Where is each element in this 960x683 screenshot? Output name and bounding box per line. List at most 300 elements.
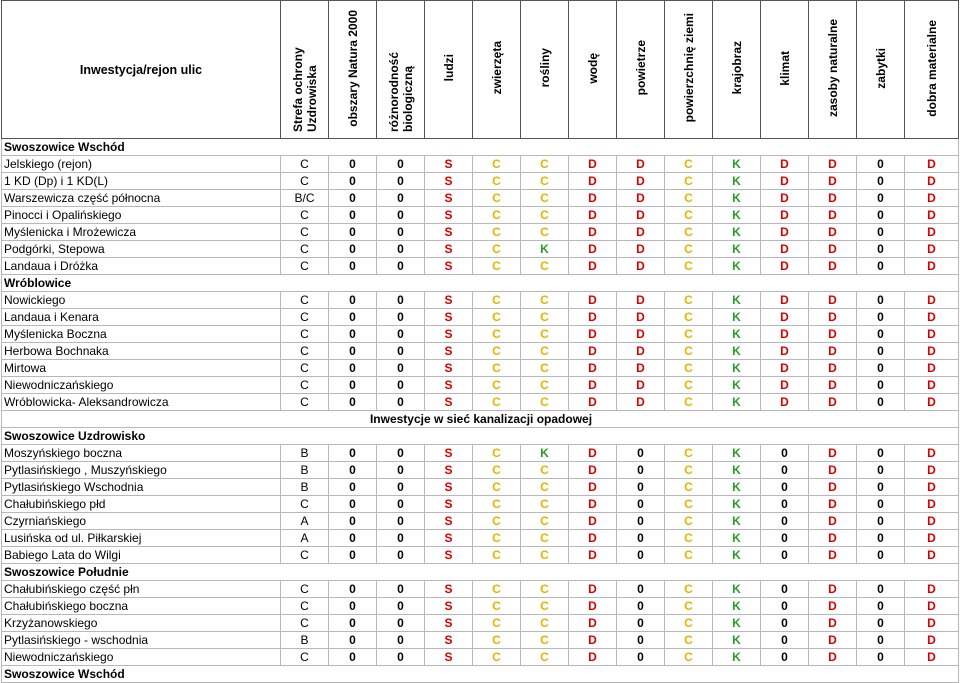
zone-cell: C [281,207,329,224]
impact-cell: 0 [617,547,665,564]
impact-cell: C [665,343,713,360]
zone-cell: C [281,615,329,632]
row-name: Pinocci i Opalińskiego [2,207,281,224]
header-row [2,1,959,139]
impact-cell: D [905,343,959,360]
impact-cell: 0 [761,615,809,632]
row-name: Pytlasińskiego , Muszyńskiego [2,462,281,479]
impact-cell: 0 [857,343,905,360]
impact-cell: 0 [617,598,665,615]
impact-cell: 0 [329,513,377,530]
impact-cell: D [809,615,857,632]
impact-cell: D [809,343,857,360]
impact-cell: C [665,615,713,632]
table-row [2,496,959,513]
header-col [761,1,809,139]
impact-cell: S [425,462,473,479]
impact-cell: 0 [857,190,905,207]
row-name: Lusińska od ul. Piłkarskiej [2,530,281,547]
impact-cell: 0 [761,547,809,564]
row-name: 1 KD (Dp) i 1 KD(L) [2,173,281,190]
impact-cell: D [905,598,959,615]
zone-cell: C [281,258,329,275]
row-name: Czyrniańskiego [2,513,281,530]
impact-cell: K [713,581,761,598]
impact-cell: 0 [329,530,377,547]
impact-cell: 0 [857,513,905,530]
zone-cell: C [281,598,329,615]
group-title: Swoszowice Uzdrowisko [2,428,959,445]
impact-cell: D [905,445,959,462]
table-row [2,343,959,360]
impact-cell: 0 [857,377,905,394]
impact-cell: K [713,258,761,275]
impact-cell: 0 [857,292,905,309]
impact-cell: 0 [329,326,377,343]
header-col [905,1,959,139]
impact-cell: S [425,156,473,173]
impact-cell: 0 [329,445,377,462]
impact-table [1,0,959,683]
header-col-label: obszary Natura 2000 [345,9,360,127]
impact-cell: 0 [377,530,425,547]
impact-cell: D [569,530,617,547]
impact-cell: S [425,496,473,513]
impact-cell: 0 [857,462,905,479]
table-row [2,394,959,411]
impact-cell: C [665,377,713,394]
impact-cell: D [569,241,617,258]
impact-cell: D [761,156,809,173]
impact-cell: 0 [857,309,905,326]
impact-cell: D [905,207,959,224]
group-title: Swoszowice Wschód [2,139,959,156]
row-name: Landaua i Kenara [2,309,281,326]
impact-cell: C [665,513,713,530]
impact-cell: 0 [377,513,425,530]
impact-cell: S [425,309,473,326]
impact-cell: C [521,479,569,496]
zone-cell: C [281,173,329,190]
impact-cell: K [521,241,569,258]
impact-cell: D [905,513,959,530]
impact-cell: K [713,377,761,394]
impact-cell: C [473,394,521,411]
impact-cell: 0 [617,513,665,530]
impact-cell: 0 [377,258,425,275]
impact-cell: C [521,207,569,224]
table-row [2,513,959,530]
impact-cell: D [809,156,857,173]
impact-cell: 0 [329,598,377,615]
impact-cell: C [473,343,521,360]
impact-cell: 0 [617,632,665,649]
impact-cell: D [905,615,959,632]
impact-cell: D [569,190,617,207]
zone-cell: C [281,343,329,360]
impact-cell: C [473,224,521,241]
table-row [2,258,959,275]
impact-cell: 0 [329,649,377,666]
impact-cell: D [617,241,665,258]
impact-cell: K [713,547,761,564]
impact-cell: 0 [857,258,905,275]
impact-cell: D [809,241,857,258]
row-name: Mirtowa [2,360,281,377]
impact-cell: 0 [617,479,665,496]
header-col-label: zabytki [873,47,888,89]
impact-cell: D [569,632,617,649]
impact-cell: K [713,190,761,207]
impact-cell: C [473,649,521,666]
impact-cell: C [665,173,713,190]
impact-cell: 0 [377,326,425,343]
impact-cell: C [473,326,521,343]
impact-cell: K [713,173,761,190]
zone-cell: C [281,649,329,666]
impact-cell: K [521,445,569,462]
impact-cell: C [665,581,713,598]
group-title: Swoszowice Południe [2,564,959,581]
zone-cell: C [281,360,329,377]
impact-cell: S [425,292,473,309]
impact-cell: D [905,547,959,564]
impact-cell: K [713,649,761,666]
impact-cell: D [809,581,857,598]
header-col-label: Strefa ochrony Uzdrowiska [290,47,319,132]
row-name: Landaua i Dróżka [2,258,281,275]
table-row [2,190,959,207]
impact-cell: 0 [377,309,425,326]
header-col [521,1,569,139]
impact-cell: K [713,241,761,258]
impact-cell: D [809,445,857,462]
header-col [377,1,425,139]
impact-cell: 0 [329,479,377,496]
impact-cell: 0 [329,360,377,377]
impact-cell: D [569,377,617,394]
impact-cell: D [761,241,809,258]
impact-cell: 0 [377,360,425,377]
impact-cell: D [617,394,665,411]
header-col-label: wodę [585,52,600,84]
impact-cell: 0 [857,224,905,241]
group-row [2,139,959,156]
impact-cell: D [905,292,959,309]
header-col [665,1,713,139]
impact-cell: S [425,394,473,411]
impact-cell: D [809,173,857,190]
impact-cell: D [761,394,809,411]
impact-cell: S [425,479,473,496]
impact-cell: 0 [857,649,905,666]
impact-cell: K [713,394,761,411]
impact-cell: S [425,241,473,258]
impact-cell: C [665,156,713,173]
impact-cell: D [809,462,857,479]
impact-cell: D [905,326,959,343]
row-name: Niewodniczańskiego [2,377,281,394]
impact-cell: C [521,190,569,207]
row-name: Herbowa Bochnaka [2,343,281,360]
impact-cell: D [809,479,857,496]
table-row [2,615,959,632]
impact-cell: 0 [377,581,425,598]
header-col-label: powierzchnię ziemi [681,13,696,123]
header-col-label: klimat [777,50,792,86]
impact-cell: 0 [377,547,425,564]
zone-cell: B [281,462,329,479]
impact-cell: 0 [377,292,425,309]
group-title: Wróblowice [2,275,959,292]
impact-cell: D [809,326,857,343]
impact-cell: D [617,173,665,190]
impact-cell: 0 [857,479,905,496]
impact-cell: D [569,598,617,615]
impact-cell: K [713,496,761,513]
table-row [2,547,959,564]
row-name: Chałubińskiego część płn [2,581,281,598]
impact-cell: D [809,360,857,377]
zone-cell: C [281,292,329,309]
row-name: Krzyżanowskiego [2,615,281,632]
impact-cell: 0 [857,445,905,462]
table-row [2,649,959,666]
impact-cell: C [521,598,569,615]
impact-cell: C [473,598,521,615]
impact-cell: 0 [377,598,425,615]
impact-cell: C [473,632,521,649]
impact-cell: D [617,309,665,326]
header-col [425,1,473,139]
impact-cell: 0 [377,445,425,462]
impact-cell: 0 [329,581,377,598]
table-row [2,224,959,241]
impact-cell: C [521,615,569,632]
impact-cell: C [521,632,569,649]
impact-cell: D [569,445,617,462]
impact-cell: C [665,190,713,207]
impact-cell: 0 [857,632,905,649]
impact-cell: D [617,377,665,394]
zone-cell: C [281,309,329,326]
impact-cell: C [473,547,521,564]
impact-cell: 0 [329,190,377,207]
header-investment [2,1,281,139]
header-col-label: krajobraz [729,41,744,95]
impact-cell: C [665,241,713,258]
impact-cell: 0 [377,496,425,513]
impact-cell: D [905,479,959,496]
zone-cell: C [281,394,329,411]
impact-cell: K [713,598,761,615]
impact-cell: K [713,343,761,360]
impact-cell: D [809,632,857,649]
impact-cell: S [425,326,473,343]
impact-cell: C [665,462,713,479]
row-name: Wróblowicka- Aleksandrowicza [2,394,281,411]
impact-cell: S [425,258,473,275]
impact-cell: D [569,462,617,479]
impact-cell: C [473,615,521,632]
impact-cell: 0 [857,207,905,224]
impact-cell: C [521,360,569,377]
table-header [2,1,959,139]
impact-cell: S [425,190,473,207]
header-col-label: ludzi [441,54,456,82]
impact-cell: D [905,224,959,241]
impact-cell: D [905,258,959,275]
table-row [2,598,959,615]
row-name: Pytlasińskiego Wschodnia [2,479,281,496]
row-name: Pytlasińskiego - wschodnia [2,632,281,649]
impact-cell: 0 [377,173,425,190]
impact-cell: 0 [377,224,425,241]
impact-cell: S [425,632,473,649]
impact-cell: 0 [761,530,809,547]
impact-cell: C [521,496,569,513]
table-row [2,632,959,649]
impact-cell: C [665,326,713,343]
impact-cell: C [473,360,521,377]
impact-cell: D [569,496,617,513]
impact-cell: K [713,479,761,496]
row-name: Chałubińskiego płd [2,496,281,513]
header-col [329,1,377,139]
header-col [569,1,617,139]
impact-cell: D [569,292,617,309]
impact-cell: C [665,445,713,462]
header-col-label: różnorodność biologiczną [386,52,415,132]
zone-cell: A [281,513,329,530]
row-name: Jelskiego (rejon) [2,156,281,173]
impact-cell: C [665,530,713,547]
impact-cell: D [761,173,809,190]
header-col [473,1,521,139]
impact-cell: 0 [377,377,425,394]
impact-cell: 0 [377,207,425,224]
group-row [2,564,959,581]
impact-cell: 0 [377,649,425,666]
impact-cell: 0 [329,156,377,173]
impact-cell: 0 [857,360,905,377]
zone-cell: C [281,547,329,564]
impact-cell: C [665,547,713,564]
section-banner: Inwestycje w sieć kanalizacji opadowej [2,411,959,428]
group-row [2,275,959,292]
impact-cell: 0 [617,649,665,666]
table-row [2,309,959,326]
impact-cell: K [713,292,761,309]
impact-cell: D [569,343,617,360]
impact-cell: K [713,632,761,649]
impact-cell: C [521,394,569,411]
header-col-label: zasoby naturalne [825,18,840,118]
table-row [2,241,959,258]
impact-cell: D [809,377,857,394]
impact-cell: C [473,479,521,496]
impact-cell: C [665,309,713,326]
impact-cell: C [665,258,713,275]
impact-cell: D [761,309,809,326]
impact-cell: S [425,343,473,360]
impact-cell: C [521,224,569,241]
impact-cell: C [473,581,521,598]
header-investment-label: Inwestycja/rejon ulic [79,62,203,77]
impact-cell: D [905,496,959,513]
impact-cell: C [521,513,569,530]
impact-cell: 0 [329,173,377,190]
impact-cell: 0 [329,462,377,479]
impact-cell: K [713,445,761,462]
impact-cell: D [617,343,665,360]
impact-cell: D [905,377,959,394]
impact-cell: D [569,360,617,377]
header-col [857,1,905,139]
impact-cell: 0 [377,190,425,207]
impact-cell: D [761,292,809,309]
impact-cell: 0 [761,581,809,598]
table-row [2,360,959,377]
impact-cell: 0 [761,445,809,462]
impact-cell: D [809,309,857,326]
impact-cell: K [713,615,761,632]
impact-cell: D [569,581,617,598]
impact-cell: C [665,207,713,224]
impact-cell: C [473,513,521,530]
impact-cell: C [521,258,569,275]
impact-cell: C [521,173,569,190]
impact-cell: D [809,598,857,615]
impact-cell: 0 [761,496,809,513]
impact-cell: D [809,258,857,275]
zone-cell: B [281,479,329,496]
impact-cell: S [425,547,473,564]
impact-cell: S [425,581,473,598]
impact-cell: D [905,394,959,411]
impact-cell: D [761,360,809,377]
impact-cell: C [665,632,713,649]
impact-cell: 0 [857,241,905,258]
impact-cell: D [905,241,959,258]
impact-cell: C [665,649,713,666]
impact-cell: K [713,326,761,343]
impact-cell: 0 [329,309,377,326]
impact-cell: 0 [617,581,665,598]
impact-cell: D [617,224,665,241]
impact-cell: D [617,207,665,224]
impact-cell: C [473,156,521,173]
impact-cell: C [521,462,569,479]
impact-cell: S [425,224,473,241]
impact-cell: C [521,292,569,309]
impact-cell: D [761,343,809,360]
impact-cell: C [665,224,713,241]
impact-cell: 0 [377,241,425,258]
impact-cell: 0 [857,156,905,173]
impact-cell: 0 [857,547,905,564]
impact-cell: D [569,649,617,666]
impact-cell: S [425,513,473,530]
impact-cell: D [809,190,857,207]
zone-cell: C [281,496,329,513]
impact-cell: D [569,156,617,173]
table-row [2,462,959,479]
impact-cell: C [473,173,521,190]
row-name: Chałubińskiego boczna [2,598,281,615]
zone-cell: C [281,377,329,394]
impact-cell: D [905,462,959,479]
